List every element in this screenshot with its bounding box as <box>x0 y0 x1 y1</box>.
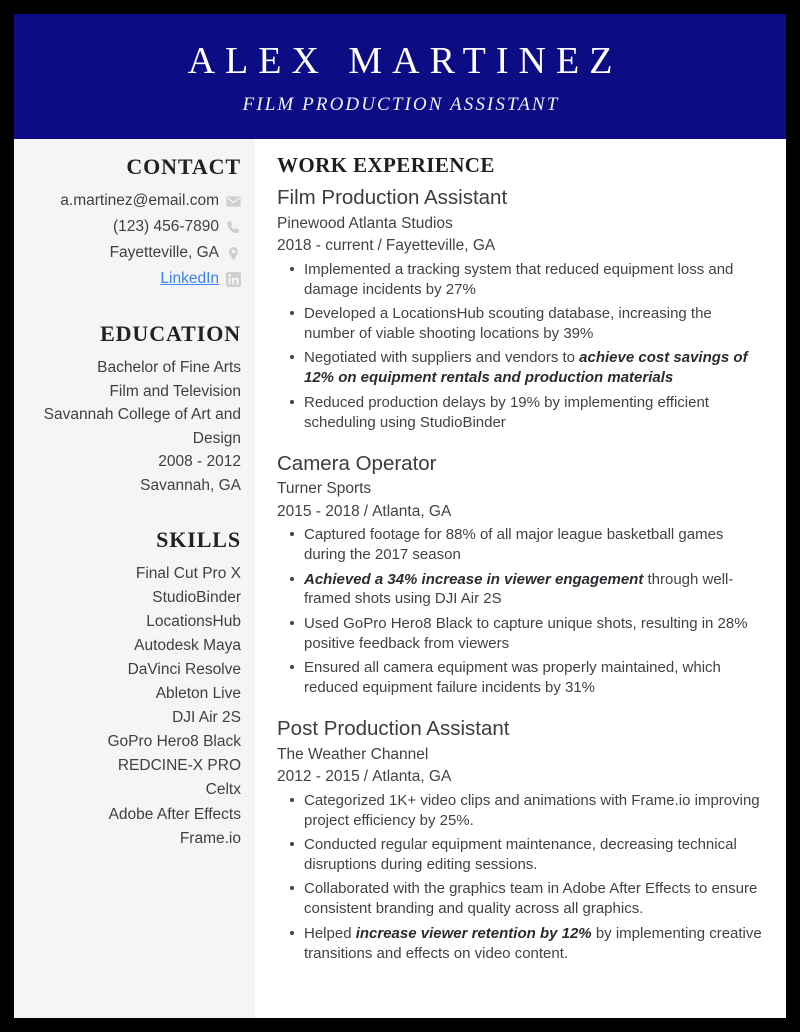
job-bullet-list <box>277 791 764 964</box>
skill-item: REDCINE-X PRO <box>117 757 241 775</box>
bullet-text: Developed a LocationsHub scouting database, increasing the number of viable shooting locations by 39% <box>304 304 712 342</box>
contact-value: a.martinez@email.com <box>60 192 219 209</box>
skill-item: DJI Air 2S <box>172 709 241 727</box>
candidate-job-title: FILM PRODUCTION ASSISTANT <box>242 93 560 115</box>
bullet-emphasis: Achieved a 34% increase in viewer engagement <box>304 570 644 588</box>
bullet-text: Captured footage for 88% of all major league basketball games during the 2017 season <box>304 526 724 564</box>
job-dates: 2018 - current <box>277 237 374 255</box>
bullet-text: Implemented a tracking system that reduced equipment loss and damage incidents by 27% <box>304 260 734 298</box>
job-bullet-list <box>277 260 764 433</box>
job-meta-separator: / <box>377 237 382 255</box>
job-company: Turner Sports <box>277 480 372 498</box>
contact-value: (123) 456-7890 <box>113 218 219 236</box>
job-bullet <box>304 835 764 875</box>
job-company: Pinewood Atlanta Studios <box>277 214 453 232</box>
skill-item: DaVinci Resolve <box>127 661 241 679</box>
job-spacer <box>277 440 764 451</box>
skills-section-heading: SKILLS <box>156 527 241 553</box>
job-meta-separator: / <box>363 768 369 786</box>
skill-item: StudioBinder <box>152 589 241 607</box>
bullet-text: Helped <box>304 924 356 942</box>
bullet-text: Reduced production delays by 19% by implementing efficient scheduling using StudioBinder <box>304 393 709 431</box>
skill-item: Autodesk Maya <box>134 637 241 655</box>
job-bullet <box>304 924 764 964</box>
job-bullet <box>304 658 764 698</box>
skill-item: Ableton Live <box>155 685 241 703</box>
job-bullet <box>304 393 764 433</box>
job-entry <box>277 716 764 964</box>
job-entry <box>277 451 764 699</box>
bullet-text: Ensured all camera equipment was properly maintained, which reduced equipment failure incidents by 31% <box>304 659 721 697</box>
skill-item: Final Cut Pro X <box>135 565 241 583</box>
contact-item[interactable] <box>24 267 241 291</box>
bullet-text: Conducted regular equipment maintenance, decreasing technical disruptions during editing sessions. <box>304 836 737 874</box>
job-meta <box>277 235 764 257</box>
education-line: Savannah College of Art and Design <box>43 406 241 447</box>
job-bullet <box>304 525 764 565</box>
job-title: Post Production Assistant <box>277 717 510 741</box>
job-bullet <box>304 570 764 610</box>
bullet-text: Used GoPro Hero8 Black to capture unique shots, resulting in 28% positive feedback from viewers <box>304 614 748 652</box>
job-bullet-list <box>277 525 764 698</box>
education-list <box>24 356 241 497</box>
skill-item: Celtx <box>205 781 241 799</box>
bullet-emphasis: increase viewer retention by 12% <box>355 924 592 942</box>
skill-item: LocationsHub <box>146 613 241 631</box>
job-bullet <box>304 260 764 300</box>
education-line: 2008 - 2012 <box>158 453 241 471</box>
skills-list <box>24 562 241 850</box>
education-line: Savannah, GA <box>140 476 241 494</box>
job-location: Atlanta, GA <box>372 768 452 786</box>
bullet-text: Collaborated with the graphics team in Adobe After Effects to ensure consistent branding and quality across all graphics. <box>304 880 758 918</box>
education-line: Film and Television <box>109 382 241 400</box>
job-location: Atlanta, GA <box>372 502 452 520</box>
bullet-text: Negotiated with suppliers and vendors to <box>304 349 580 367</box>
skill-item: Adobe After Effects <box>108 805 241 823</box>
linkedin-icon <box>226 272 241 287</box>
job-bullet <box>304 614 764 654</box>
main-column <box>255 139 786 1018</box>
contact-link-label[interactable]: LinkedIn <box>160 270 219 288</box>
job-entry <box>277 185 764 433</box>
work-experience-heading: WORK EXPERIENCE <box>277 153 495 177</box>
skill-item: Frame.io <box>179 829 241 847</box>
education-section-heading: EDUCATION <box>100 321 241 347</box>
resume-page <box>14 14 786 1018</box>
contact-item <box>24 189 241 213</box>
contact-section-heading: CONTACT <box>126 154 241 179</box>
bullet-text-tail: through well-framed shots using DJI Air 2S <box>304 570 734 608</box>
contact-item <box>24 215 241 239</box>
job-meta <box>277 501 764 523</box>
job-bullet <box>304 304 764 344</box>
candidate-name: ALEX MARTINEZ <box>187 40 623 82</box>
phone-icon <box>226 220 241 235</box>
job-title: Film Production Assistant <box>277 186 508 209</box>
sidebar <box>14 139 255 1018</box>
job-bullet <box>304 879 764 919</box>
job-bullet <box>304 791 764 831</box>
bullet-emphasis: achieve cost savings of 12% on equipment rentals and production materials <box>304 349 748 387</box>
resume-body <box>14 139 786 1018</box>
contact-value: Fayetteville, GA <box>109 244 219 262</box>
job-meta <box>277 766 764 788</box>
education-line: Bachelor of Fine Arts <box>97 359 241 377</box>
envelope-icon <box>226 194 241 209</box>
contact-list <box>24 189 241 291</box>
job-list <box>277 185 764 964</box>
location-pin-icon <box>226 246 241 261</box>
job-meta-separator: / <box>363 502 369 520</box>
job-title: Camera Operator <box>277 451 437 475</box>
job-dates: 2012 - 2015 <box>277 768 360 786</box>
skill-item: GoPro Hero8 Black <box>107 733 241 751</box>
job-location: Fayetteville, GA <box>385 237 496 255</box>
job-company: The Weather Channel <box>277 745 429 763</box>
bullet-text: Categorized 1K+ video clips and animations with Frame.io improving project efficiency by 25%. <box>304 791 760 829</box>
bullet-text-tail: by implementing creative transitions and effects on video content. <box>304 924 762 962</box>
job-spacer <box>277 705 764 716</box>
contact-item <box>24 241 241 265</box>
job-dates: 2015 - 2018 <box>277 502 360 520</box>
resume-header <box>14 14 786 139</box>
job-bullet <box>304 348 764 388</box>
